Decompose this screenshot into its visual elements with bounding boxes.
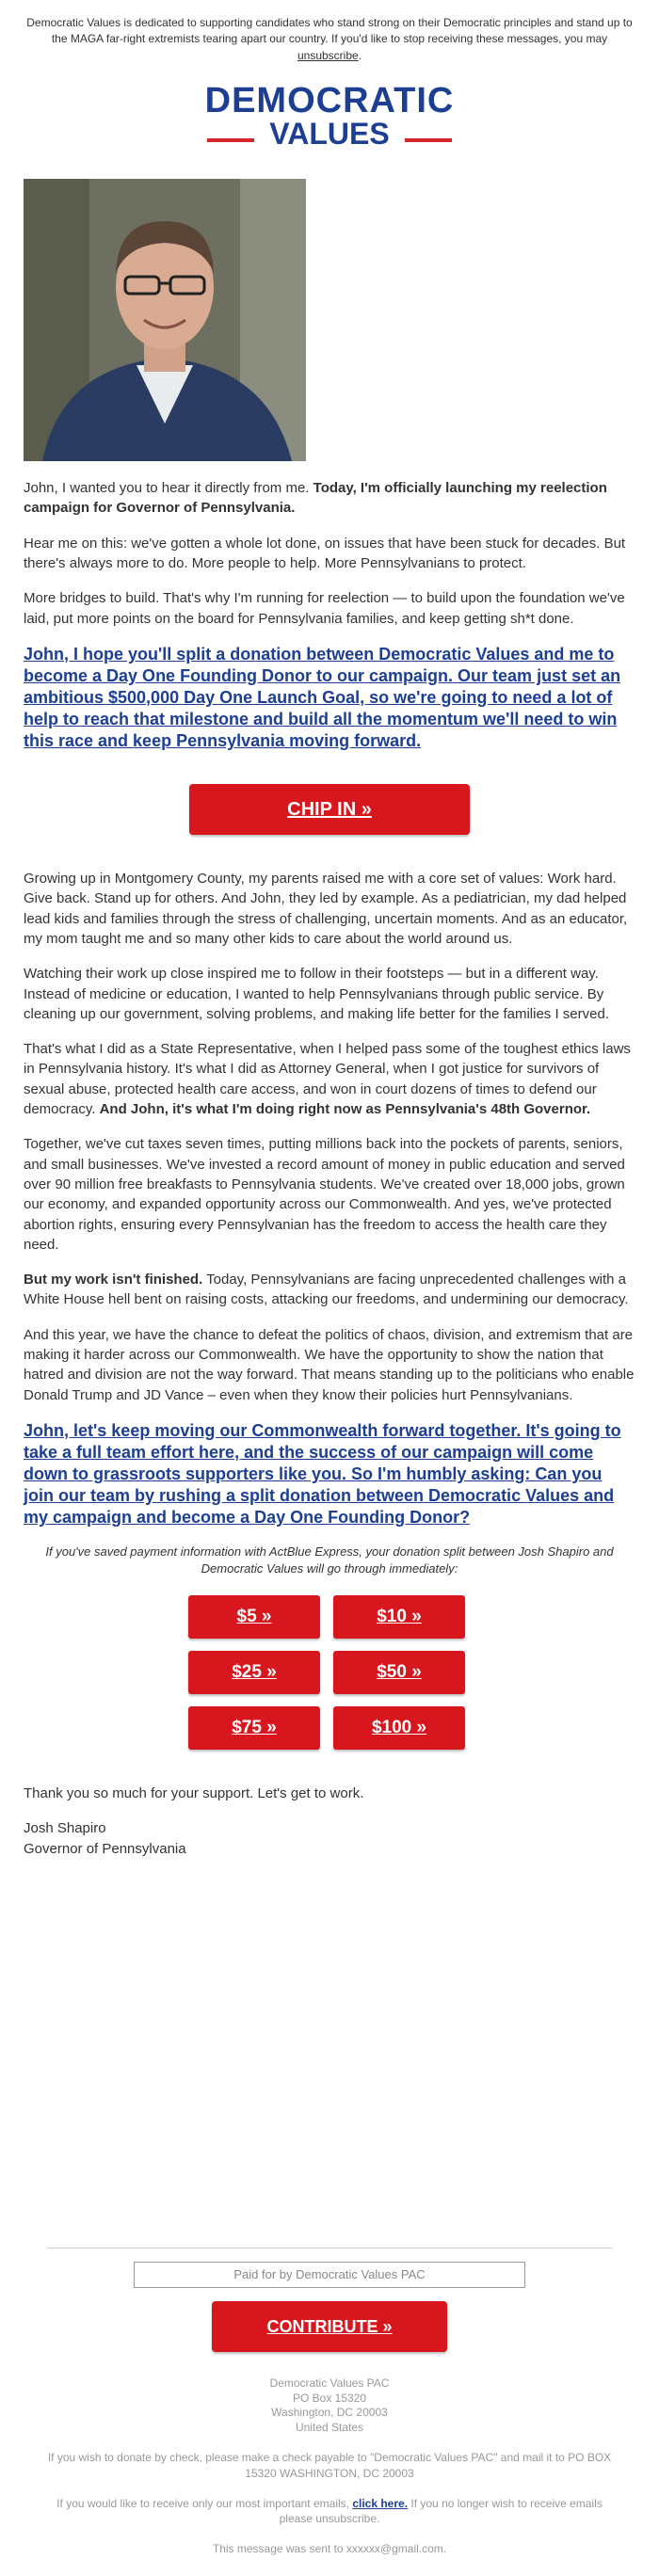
paragraph-6-text: That's what I did as a State Representative, when I helped pass some of the toughest ethics laws in Pennsylvania history. It's what I did as Attorney General, when I got justice for survivors of sexual abuse, protected health care access, and won in court dozens of times to defend our democracy. bbox=[24, 1041, 631, 1118]
preheader bbox=[24, 0, 635, 64]
paid-for-box: Paid for by Democratic Values PAC bbox=[134, 2262, 525, 2288]
logo-line2: VALUES bbox=[269, 117, 390, 152]
mailing-address bbox=[0, 2376, 659, 2435]
check-donation-note: If you wish to donate by check, please make a check payable to "Democratic Values PAC" and mail it to PO BOX 15320 WASHINGTON, DC 20003 bbox=[47, 2451, 612, 2480]
sent-to-note: This message was sent to xxxxxx@gmail.com. bbox=[212, 2542, 447, 2556]
preheader-text: Democratic Values is dedicated to supporting candidates who stand strong on their Democratic principles and stand up to the MAGA far-right extremists tearing apart our country. If you'd like to stop receiving these messages, you may bbox=[26, 16, 633, 46]
chip-in-button[interactable]: CHIP IN » bbox=[189, 784, 470, 835]
amount-button-5[interactable]: $5 » bbox=[188, 1595, 320, 1639]
paragraph-8-bold: But my work isn't finished. bbox=[24, 1272, 203, 1288]
signature-name: Josh Shapiro bbox=[24, 1820, 106, 1837]
preferences-text: If you would like to receive only our most important emails, bbox=[56, 2496, 353, 2510]
actblue-express-note: If you've saved payment information with ActBlue Express, your donation split between Josh Shapiro and Democratic Values will go through immediately: bbox=[45, 1544, 614, 1576]
email-preferences-note bbox=[47, 2496, 612, 2526]
paragraph-7: Together, we've cut taxes seven times, putting millions back into the pockets of parents, seniors, and small businesses. We've invested a record amount of money in public education and served over 90 million free breakfasts to Pennsylvania students. We've created over 18,000 jobs, grown our economy, and expanded opportunity across our Commonwealth. And yes, we've protected abortion rights, ensuring every Pennsylvanian has the freedom to access the health care they need. bbox=[24, 1136, 625, 1253]
paragraph-6 bbox=[24, 1039, 635, 1119]
click-here-link[interactable]: click here. bbox=[352, 2496, 409, 2510]
paragraph-8-text: Today, Pennsylvanians are facing unprecedented challenges with a White House hell bent on raising costs, attacking our freedoms, and undermining our democracy. bbox=[24, 1272, 629, 1308]
preferences-text-after: If you no longer wish to receive emails please unsubscribe. bbox=[279, 2496, 603, 2525]
logo-line1: DEMOCRATIC bbox=[204, 81, 455, 121]
address-line: Democratic Values PAC bbox=[269, 2376, 390, 2390]
paragraph-8 bbox=[24, 1270, 635, 1310]
logo-left-bar bbox=[207, 138, 254, 142]
footer bbox=[0, 2248, 659, 2556]
donate-link-2[interactable]: John, let's keep moving our Commonwealth forward together. It's going to take a full team effort here, and the success of our campaign will come down to grassroots supporters like you. So I'm humbly asking: Can you join our team by rushing a split donation between Democratic Values and my campaign and become a Day One Founding Donor? bbox=[24, 1420, 621, 1528]
amount-button-100[interactable]: $100 » bbox=[333, 1706, 465, 1750]
address-line: Washington, DC 20003 bbox=[271, 2406, 388, 2420]
portrait-illustration bbox=[24, 179, 306, 461]
intro-paragraph bbox=[24, 478, 635, 519]
amount-button-75[interactable]: $75 » bbox=[188, 1706, 320, 1750]
paragraph-2: Hear me on this: we've gotten a whole lot done, on issues that have been stuck for decades. But there's always more to do. More people to help. More Pennsylvanians to protect. bbox=[24, 535, 626, 572]
paragraph-9: And this year, we have the chance to defeat the politics of chaos, division, and extremism that are making it harder across our Commonwealth. We have the opportunity to show the nation that hatred and division are not the way forward. That means standing up to the politicians who enable Donald Trump and JD Vance – even when they know their policies hurt Pennsylvanians. bbox=[24, 1326, 635, 1403]
thanks-line: Thank you so much for your support. Let's get to work. bbox=[24, 1785, 364, 1802]
amount-button-25[interactable]: $25 » bbox=[188, 1651, 320, 1694]
democratic-values-logo bbox=[24, 83, 635, 151]
address-line: United States bbox=[295, 2420, 364, 2434]
signature-title: Governor of Pennsylvania bbox=[24, 1840, 186, 1857]
amount-button-50[interactable]: $50 » bbox=[333, 1651, 465, 1694]
paragraph-4: Growing up in Montgomery County, my parents raised me with a core set of values: Work hard. Give back. Stand up for others. And John, they led by example. As a pediatrician, my dad helped lead kids and families through the stress of challenging, uncertain moments. And as an educator, my mom taught me and so many other kids to care about the world around us. bbox=[24, 871, 628, 947]
unsubscribe-link[interactable]: unsubscribe bbox=[297, 48, 359, 62]
address-line: PO Box 15320 bbox=[292, 2391, 367, 2405]
josh-shapiro-photo bbox=[24, 179, 306, 461]
amount-button-10[interactable]: $10 » bbox=[333, 1595, 465, 1639]
paragraph-5: Watching their work up close inspired me to follow in their footsteps — but in a different way. Instead of medicine or education, I wanted to help Pennsylvanians through public service. By cleaning up our government, solving problems, and making life better for the families I served. bbox=[24, 966, 609, 1022]
intro-bold-text: Today, I'm officially launching my reelection campaign for Governor of Pennsylvania. bbox=[24, 480, 607, 517]
logo-right-bar bbox=[405, 138, 452, 142]
email-container bbox=[24, 0, 635, 1859]
paragraph-6-bold: And John, it's what I'm doing right now as Pennsylvania's 48th Governor. bbox=[99, 1101, 591, 1118]
donate-link-1[interactable]: John, I hope you'll split a donation between Democratic Values and me to become a Day One Founding Donor to our campaign. Our team just set an ambitious $500,000 Day One Launch Goal, so we're going to need a lot of help to reach that milestone and build all the momentum we'll need to win this race and keep Pennsylvania moving forward. bbox=[24, 644, 621, 751]
paragraph-3: More bridges to build. That's why I'm running for reelection — to build upon the foundation we've laid, put more points on the board for Pennsylvania families, and keep getting sh*t done. bbox=[24, 590, 625, 627]
preheader-period: . bbox=[358, 48, 362, 62]
intro-text: John, I wanted you to hear it directly from me. bbox=[24, 480, 313, 497]
donation-amount-grid bbox=[188, 1595, 471, 1750]
contribute-button[interactable]: CONTRIBUTE » bbox=[212, 2301, 447, 2352]
